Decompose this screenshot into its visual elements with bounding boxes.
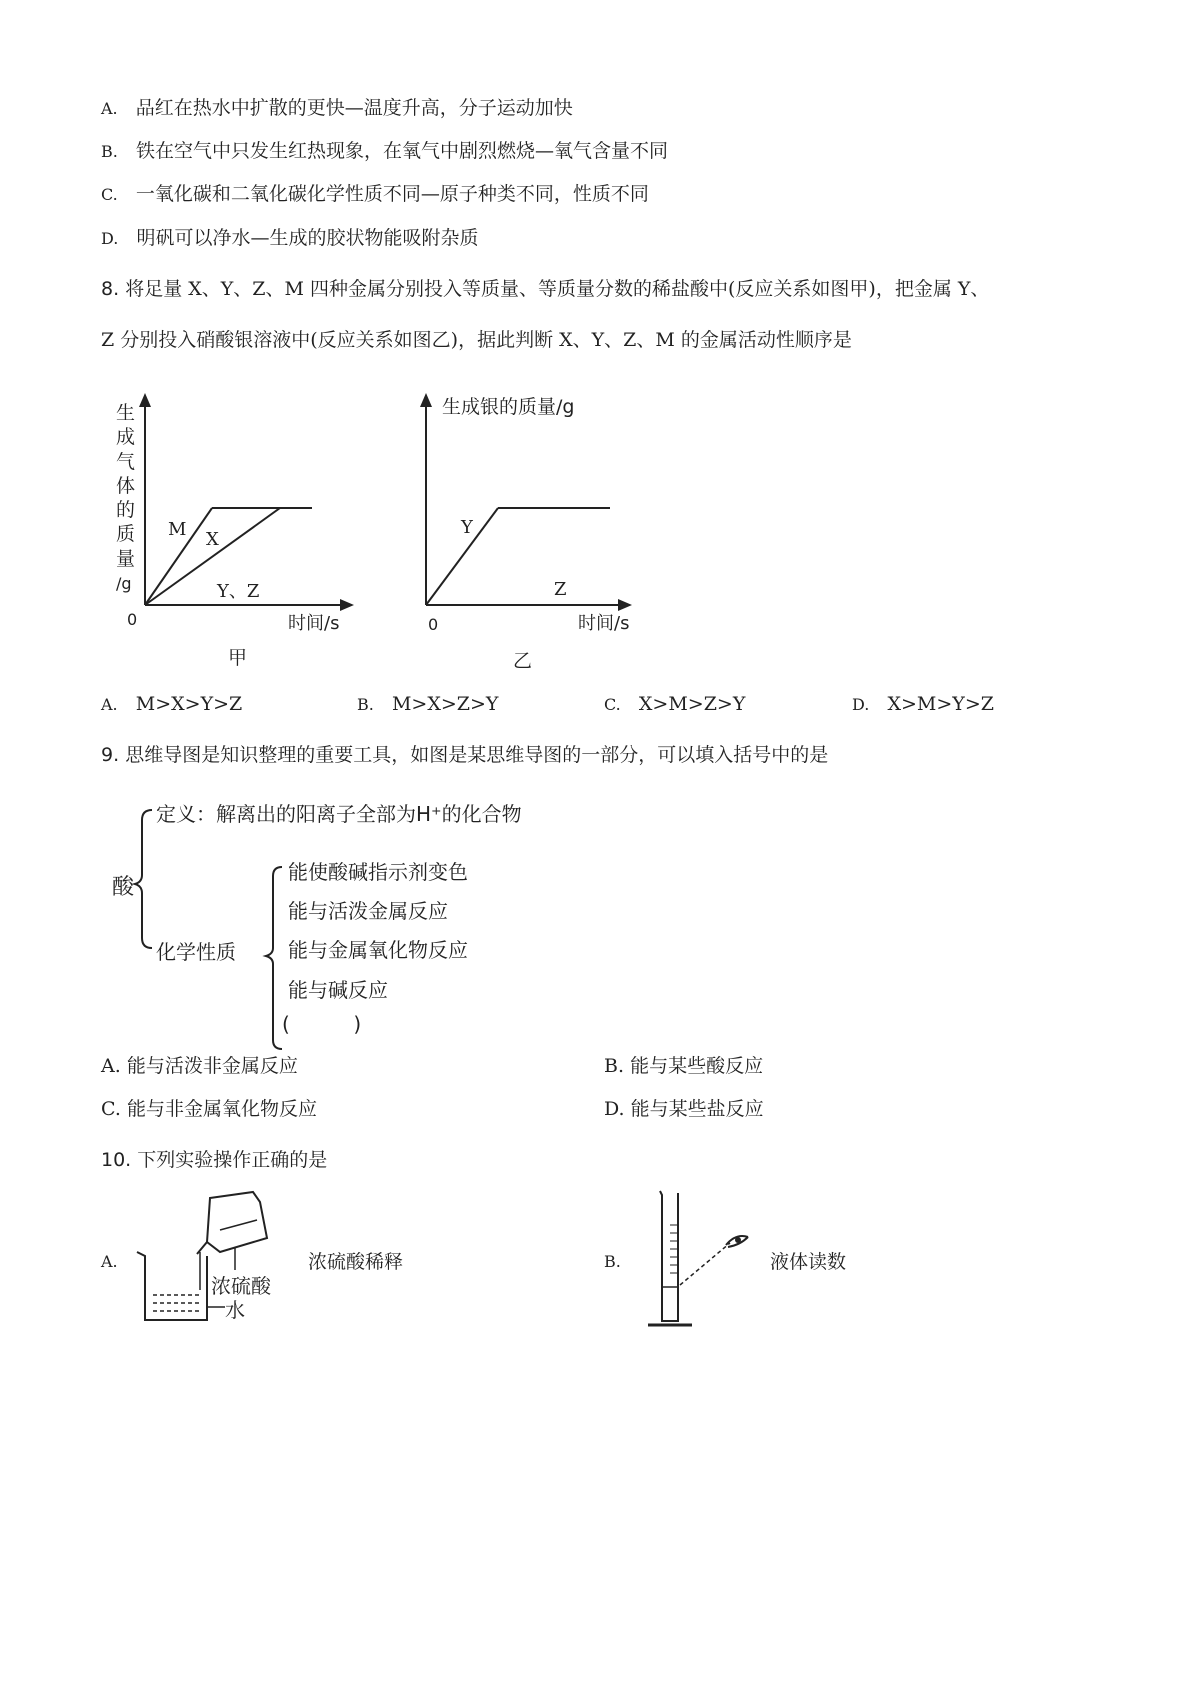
stem-text: 将足量 X、Y、Z、M 四种金属分别投入等质量、等质量分数的稀盐酸中(反应关系如图甲)，把金属 Y、	[125, 278, 990, 300]
option-text: 一氧化碳和二氧化碳化学性质不同—原子种类不同，性质不同	[135, 183, 649, 205]
dilution-illustration	[125, 1190, 295, 1340]
q9-option-a	[101, 1054, 298, 1078]
option-letter: A.	[101, 1055, 121, 1077]
label-water: 水	[225, 1298, 245, 1322]
line-label-x: X	[206, 529, 219, 550]
stem-text: Z 分别投入硝酸银溶液中(反应关系如图乙)，据此判断 X、Y、Z、M 的金属活动性顺序是	[101, 329, 852, 351]
stem-text: 思维导图是知识整理的重要工具，如图是某思维导图的一部分，可以填入括号中的是	[125, 744, 829, 766]
mind-map-prop: 能使酸碱指示剂变色	[288, 860, 468, 884]
q7-option-b	[101, 139, 668, 164]
mind-map-chem-props: 化学性质	[156, 940, 236, 964]
label-acid: 浓硫酸	[211, 1274, 271, 1298]
option-text: M>X>Y>Z	[135, 693, 243, 715]
mind-map-root: 酸	[112, 875, 135, 900]
option-letter: C.	[101, 185, 118, 204]
graph-caption: 乙	[513, 650, 533, 672]
q7-option-d	[101, 226, 478, 251]
origin-label: 0	[428, 615, 439, 634]
q10-option-a-letter: A.	[101, 1252, 118, 1271]
graph-b	[400, 385, 660, 675]
option-text: 能与活泼非金属反应	[126, 1055, 298, 1077]
ylabel-char: 量	[116, 548, 136, 570]
option-letter: D.	[852, 695, 870, 714]
option-text: 品红在热水中扩散的更快—温度升高，分子运动加快	[135, 97, 573, 119]
mind-map-definition: 定义：解离出的阳离子全部为H⁺的化合物	[156, 802, 522, 826]
q7-option-c	[101, 182, 649, 207]
question-number: 10.	[101, 1149, 132, 1171]
option-letter: C.	[101, 1098, 121, 1120]
q8-stem-line2	[101, 328, 852, 352]
option-text: 明矾可以净水—生成的胶状物能吸附杂质	[136, 227, 479, 249]
mind-map-blank: ( )	[282, 1012, 362, 1036]
q10-option-b-caption: 液体读数	[770, 1251, 847, 1273]
option-text: 能与某些盐反应	[630, 1098, 764, 1120]
question-number: 8.	[101, 278, 120, 300]
option-letter: B.	[357, 695, 374, 714]
line-label-y: Y	[461, 517, 473, 538]
q8-stem-line1	[101, 277, 989, 301]
option-letter: A.	[101, 695, 118, 714]
mind-map-prop: 能与碱反应	[288, 978, 388, 1002]
mind-map-prop: 能与活泼金属反应	[288, 899, 448, 923]
xlabel: 时间/s	[288, 613, 340, 634]
q8-option-a	[101, 692, 242, 717]
stem-text: 下列实验操作正确的是	[137, 1149, 328, 1171]
line-label-m: M	[168, 519, 187, 540]
option-text: X>M>Z>Y	[638, 693, 746, 715]
option-letter: A.	[101, 99, 118, 118]
option-letter: C.	[604, 695, 621, 714]
ylabel: 生成银的质量/g	[442, 396, 575, 418]
q9-option-c	[101, 1097, 317, 1121]
q9-stem	[101, 743, 828, 767]
question-number: 9.	[101, 744, 120, 766]
mind-map-prop: 能与金属氧化物反应	[288, 938, 468, 962]
q7-option-a	[101, 96, 573, 121]
ylabel-char: 生	[116, 402, 136, 424]
q8-option-d	[852, 692, 994, 717]
origin-label: 0	[127, 610, 138, 629]
ylabel-char: 成	[116, 426, 136, 448]
q10-stem	[101, 1148, 327, 1172]
q10-option-b-letter: B.	[604, 1252, 621, 1271]
ylabel-char: 的	[116, 499, 136, 521]
option-text: M>X>Z>Y	[391, 693, 499, 715]
q8-option-b	[357, 692, 498, 717]
option-text: X>M>Y>Z	[887, 693, 994, 715]
option-letter: B.	[101, 142, 118, 161]
option-text: 能与非金属氧化物反应	[126, 1098, 317, 1120]
q10-option-a-caption: 浓硫酸稀释	[308, 1251, 404, 1273]
line-label-yz: Y、Z	[217, 581, 260, 602]
option-letter: D.	[604, 1098, 625, 1120]
xlabel: 时间/s	[578, 613, 630, 634]
graph-a	[100, 385, 370, 675]
ylabel-char: /g	[116, 574, 132, 593]
ylabel-char: 气	[116, 451, 136, 473]
option-text: 铁在空气中只发生红热现象，在氧气中剧烈燃烧—氧气含量不同	[135, 140, 668, 162]
q8-option-c	[604, 692, 745, 717]
line-label-z: Z	[554, 579, 567, 600]
option-letter: B.	[604, 1055, 625, 1077]
graph-caption: 甲	[228, 647, 248, 669]
option-letter: D.	[101, 229, 119, 248]
cylinder-reading-illustration	[640, 1185, 760, 1345]
q9-option-b	[604, 1054, 763, 1078]
ylabel-char: 质	[116, 523, 136, 545]
option-text: 能与某些酸反应	[630, 1055, 764, 1077]
q9-option-d	[604, 1097, 764, 1121]
ylabel-char: 体	[116, 475, 136, 497]
